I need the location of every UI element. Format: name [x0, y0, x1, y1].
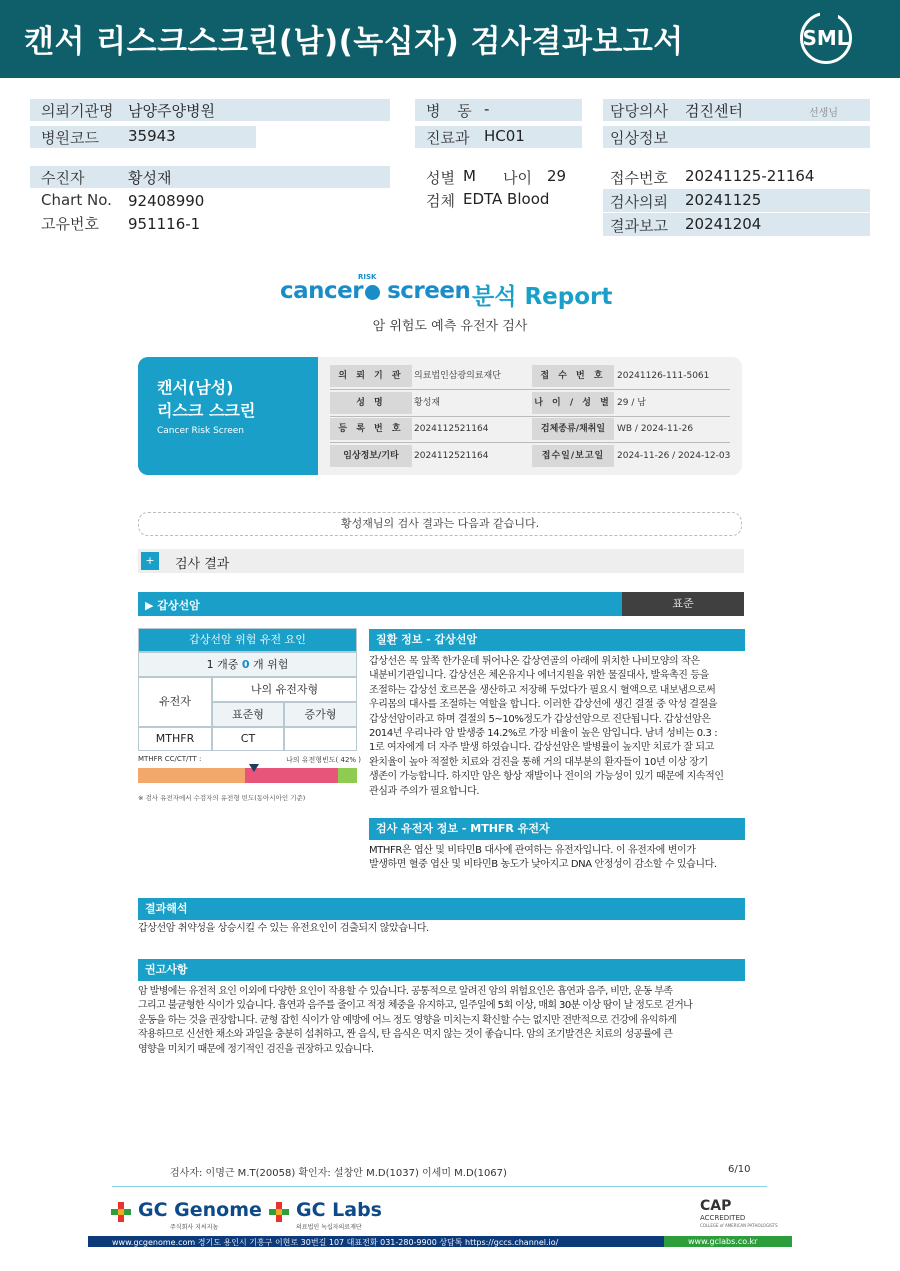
logo-cancer-word: cancer [280, 278, 364, 304]
col-standard-header: 표준형 [212, 702, 284, 727]
summary-value: WB / 2024-11-26 [617, 424, 694, 434]
recommendation-line: 영향을 미치기 때문에 정기적인 검진을 권장하고 있습니다. [138, 1043, 374, 1055]
frequency-bar-cc [138, 768, 245, 783]
disease-info-header: 질환 정보 - 갑상선암 [369, 629, 745, 651]
gene-risk-count [138, 652, 357, 677]
gene-info-header: 검사 유전자 정보 - MTHFR 유전자 [369, 818, 745, 840]
disease-info-line: 조절하는 갑상선 호르몬을 생산하고 저장해 두었다가 필요시 혈액으로 내보냄으로써 [369, 684, 716, 696]
age-value: 29 [547, 167, 567, 185]
gene-info-line: 발생하면 혈중 엽산 및 비타민B 농도가 낮아지고 DNA 안정성이 감소할 수 있습니다. [369, 859, 717, 871]
report-heading: 분석 Report [472, 284, 613, 310]
summary-test-name-2: 리스크 스크린 [157, 401, 256, 420]
summary-label: 검체종류/채취일 [532, 418, 614, 440]
cancer-bar [138, 592, 622, 616]
cap-college: COLLEGE of AMERICAN PATHOLOGISTS [700, 1223, 778, 1228]
summary-value: 20241126-111-5061 [617, 371, 710, 381]
summary-value: 29 / 남 [617, 398, 646, 408]
receipt-value: 20241125-21164 [685, 167, 815, 185]
disease-info-line: 2014년 우리나라 암 발생중 14.2%로 가장 비율이 높은 암입니다. 남녀 성비는 0.3 : [369, 728, 718, 740]
disease-info-line: 내분비기관입니다. 갑상선은 체온유지나 에너지원을 위한 물질대사, 발육촉진 등을 [369, 670, 709, 682]
gc-labs-plus-icon [268, 1201, 290, 1223]
ward-label: 병 동 [426, 102, 478, 120]
cap-accredited: ACCREDITED [700, 1214, 746, 1222]
recommendation-line: 작용하므로 신선한 채소와 과일을 충분히 섭취하고, 짠 음식, 탄 음식은 먹지 않는 것이 좋습니다. 암의 조기발견은 치료의 성공률에 큰 [138, 1029, 673, 1041]
summary-divider [330, 442, 730, 443]
recommendation-line: 암 발병에는 유전적 요인 이외에 다양한 요인이 작용할 수 있습니다. 공통적으로 알려진 암의 위험요인은 흡연과 음주, 비만, 운동 부족 [138, 986, 673, 997]
disease-info-text [369, 655, 749, 799]
interpretation-text: 갑상선암 취약성을 상승시킬 수 있는 유전요인이 검출되지 않았습니다. [138, 923, 429, 934]
request-value: 20241125 [685, 191, 762, 209]
disease-info-line: 생존이 가능합니다. 하지만 암은 항상 재발이나 전이의 가능성이 있기 때문에 지속적인 [369, 771, 724, 783]
summary-label: 성 명 [330, 392, 412, 414]
recommendation-text [138, 985, 748, 1057]
standard-value-cell: CT [212, 727, 284, 751]
gene-table-title: 갑상선암 위험 유전 요인 [138, 628, 357, 652]
summary-value: 2024112521164 [414, 424, 489, 434]
footer-website: www.gclabs.co.kr [688, 1237, 758, 1246]
risk-count-value: 0 [241, 658, 250, 671]
summary-label: 접 수 번 호 [532, 365, 614, 387]
hospital-code-value: 35943 [128, 127, 176, 145]
summary-value: 2024-11-26 / 2024-12-03 [617, 451, 731, 461]
summary-label: 접수일/보고일 [532, 445, 614, 467]
unique-label: 고유번호 [41, 215, 99, 233]
report-subtitle: 암 위험도 예측 유전자 검사 [372, 319, 528, 334]
frequency-note: ※ 검사 유전자에서 수검자의 유전형 빈도(동아시아인 기준) [138, 794, 306, 802]
gc-labs-logo: GC Labs [296, 1199, 382, 1221]
sml-logo-arc [820, 8, 838, 18]
hospital-code-label: 병원코드 [41, 129, 99, 147]
logo-screen-word: screen [387, 278, 471, 304]
institution-label: 의뢰기관명 [41, 102, 114, 120]
col-increased-header: 증가형 [284, 702, 357, 727]
disease-info-line: 우리몸의 대사를 조절하는 역할을 합니다. 이러한 갑상선에 생긴 결절 중 악성 결절을 [369, 699, 718, 711]
disease-info-line: 갑상선암이라고 하며 결절의 5~10%정도가 갑상선암으로 진단됩니다. 갑상선암은 [369, 713, 711, 725]
request-label: 검사의뢰 [610, 193, 668, 211]
my-frequency-marker-icon [249, 764, 259, 772]
summary-value: 황성재 [414, 398, 441, 408]
col-gene-header: 유전자 [138, 677, 212, 727]
summary-test-english: Cancer Risk Screen [157, 426, 245, 436]
receipt-label: 접수번호 [610, 169, 668, 187]
interpretation-header: 결과해석 [138, 898, 745, 920]
gc-genome-logo: GC Genome [138, 1199, 262, 1221]
disease-info-line: 1로 여자에게 더 자주 발생 하였습니다. 갑상선암은 발병률이 높지만 치료가 잘 되고 [369, 742, 714, 754]
sml-logo-text: SML [802, 26, 850, 50]
specimen-label: 검체 [426, 192, 455, 210]
disease-info-line: 완치율이 높아 적절한 치료와 검진을 통해 거의 대부분의 환자들이 10년 이상 장기 [369, 756, 708, 768]
footer-contact: www.gcgenome.com 경기도 용인시 기흥구 이현로 30번길 107 대표전화 031-280-9900 상담톡 https://gccs.channel.io/ [112, 1238, 559, 1247]
clinical-label: 임상정보 [610, 129, 668, 147]
recommendation-line: 그리고 불균형한 식이가 있습니다. 흡연과 음주를 줄이고 적정 체중을 유지하고, 일주일에 5회 이상, 매회 30분 이상 땀이 날 정도로 걷거나 [138, 1000, 693, 1012]
page-number: 6/10 [728, 1164, 751, 1175]
increased-value-cell [284, 727, 357, 751]
institution-value: 남양주양병원 [128, 102, 215, 120]
cancer-screen-plus-icon [365, 285, 380, 300]
summary-label: 임상정보/기타 [330, 445, 412, 467]
specimen-value: EDTA Blood [463, 190, 550, 208]
doctor-suffix: 선생님 [809, 108, 838, 119]
doctor-value: 검진센터 [685, 102, 743, 120]
dept-value: HC01 [484, 127, 525, 145]
recommendation-line: 운동을 하는 것을 권장합니다. 균형 잡힌 식이가 암 예방에 어느 정도 영향을 미치는지 확신할 수는 없지만 전반적으로 건강에 유익하게 [138, 1014, 677, 1026]
report-label: 결과보고 [610, 217, 668, 235]
risk-count-suffix: 개 위험 [253, 658, 289, 671]
report-title: 캔서 리스크스크린(남)(녹십자) 검사결과보고서 [24, 24, 684, 60]
dept-label: 진료과 [426, 129, 470, 147]
result-section-title: 검사 결과 [175, 557, 230, 572]
cap-logo: CAP [700, 1198, 732, 1214]
signature-line: 검사자: 이명근 M.T(20058) 확인자: 설창안 M.D(1037) 이세미 M.D(1067) [170, 1168, 507, 1179]
result-intro: 황성재님의 검사 결과는 다음과 같습니다. [138, 512, 742, 536]
footer-divider [112, 1186, 767, 1187]
cancer-name: ▶ 갑상선암 [145, 599, 200, 612]
patient-value: 황성재 [128, 169, 172, 187]
gc-genome-subtitle: 주식회사 지씨지놈 [170, 1224, 219, 1231]
age-label: 나이 [503, 169, 532, 187]
my-frequency-label: 나의 유전형빈도( 42% ) [286, 756, 362, 764]
frequency-bar-label: MTHFR CC/CT/TT : [138, 755, 202, 763]
summary-test-name: 캔서(남성) [157, 378, 234, 397]
col-my-genotype-header: 나의 유전자형 [212, 677, 357, 702]
summary-value: 의료법인삼광의료재단 [414, 371, 501, 381]
chart-label: Chart No. [41, 191, 112, 209]
status-badge: 표준 [622, 592, 744, 616]
gc-plus-icon [110, 1201, 132, 1223]
chart-value: 92408990 [128, 192, 205, 210]
summary-divider [330, 416, 730, 417]
disease-info-line: 갑상선은 목 앞쪽 한가운데 튀어나온 갑상연골의 아래에 위치한 나비모양의 작은 [369, 656, 700, 667]
summary-divider [330, 389, 730, 390]
ward-value: - [484, 100, 490, 118]
patient-label: 수진자 [41, 169, 85, 187]
unique-value: 951116-1 [128, 215, 201, 233]
summary-label: 등 록 번 호 [330, 418, 412, 440]
risk-count-prefix: 1 개중 [206, 658, 239, 671]
summary-label: 의 뢰 기 관 [330, 365, 412, 387]
report-value: 20241204 [685, 215, 762, 233]
summary-value: 2024112521164 [414, 451, 489, 461]
frequency-bar-tt [338, 768, 357, 783]
recommendation-header: 권고사항 [138, 959, 745, 981]
sex-label: 성별 [426, 169, 455, 187]
gc-labs-subtitle: 의료법인 녹십자의료재단 [296, 1224, 362, 1231]
gene-info-line: MTHFR은 엽산 및 비타민B 대사에 관여하는 유전자입니다. 이 유전자에 변이가 [369, 845, 696, 856]
summary-label: 나 이 / 성 별 [532, 392, 614, 414]
gene-name-cell: MTHFR [138, 727, 212, 751]
doctor-label: 담당의사 [610, 102, 668, 120]
logo-risk-word: RISK [358, 273, 377, 281]
disease-info-line: 관심과 주의가 필요합니다. [369, 785, 480, 797]
sex-value: M [463, 167, 476, 185]
folder-plus-icon: + [141, 552, 159, 570]
gene-info-text [369, 844, 749, 873]
